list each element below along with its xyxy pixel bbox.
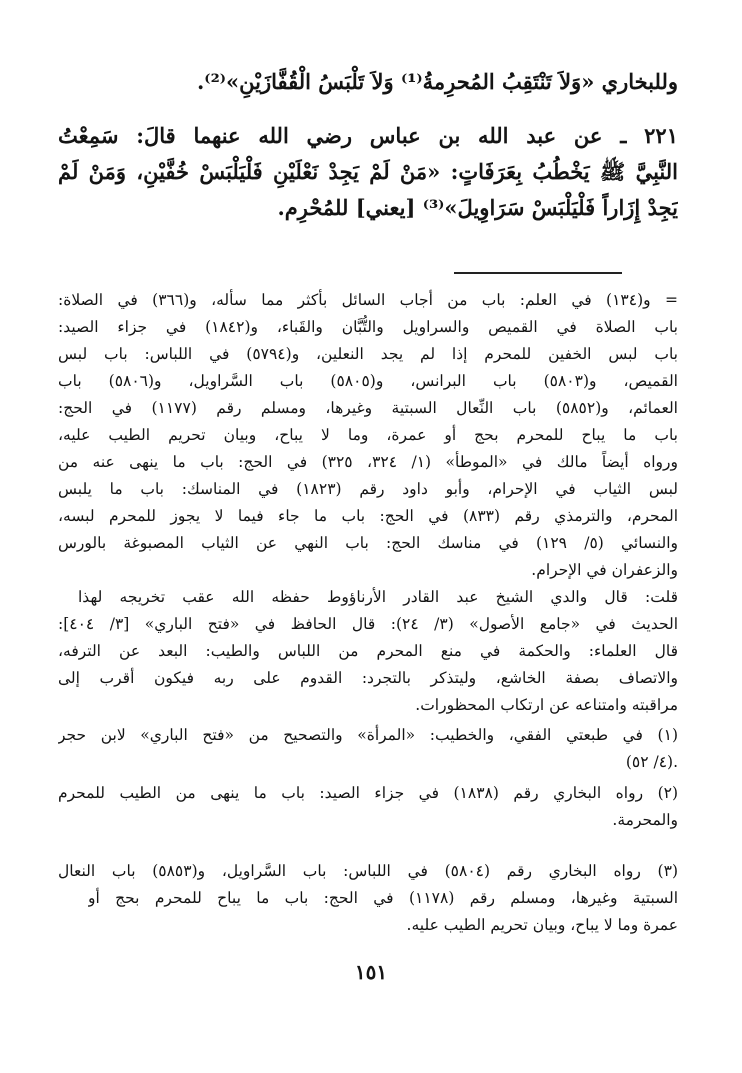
page (58, 0, 678, 1073)
note-line: مراقبته وامتناعه عن ارتكاب المحظورات. (415, 696, 678, 714)
footnote-line: والنسائي (٥/ ١٢٩) في مناسك الحج: باب النهي عن الثياب المصبوغة بالورس (58, 534, 678, 552)
note-line: والاتصاف بصفة الخاشع، وليتذكر بالتجرد: القدوم على ربه فيكون أقرب إلى (58, 669, 678, 687)
footnote-1: (١) في طبعتي الفقي، والخطيب: «المرأة» والتصحيح من «فتح الباري» لابن حجر (58, 726, 678, 744)
footnote-3: (٣) رواه البخاري رقم (٥٨٠٤) في اللباس: باب السَّراويل، و(٥٨٥٣) باب النعال (58, 862, 678, 880)
footnote-line: القميص، و(٥٨٠٣) باب البرانس، و(٥٨٠٥) باب السَّراويل، و(٥٨٠٦) باب (58, 372, 678, 390)
hadith-bukhari-line: وللبخاري «وَلاَ تَنْتَقِبُ المُحرِمةُ⁽¹⁾ وَلاَ تَلْبَسُ الْقُفَّازَيْنِ»⁽²⁾. (196, 69, 678, 94)
note-line: الحديث في «جامع الأصول» (٣/ ٢٤): قال الحافظ في «فتح الباري» [٣/ ٤٠٤]: (58, 615, 678, 633)
footnote-line: ورواه أيضاً مالك في «الموطأ» (١/ ٣٢٤، ٣٢٥) في الحج: باب ما ينهى عنه من (58, 453, 678, 471)
page-number: ١٥١ (354, 960, 388, 984)
footnote-2: (٢) رواه البخاري رقم (١٨٣٨) في جزاء الصيد: باب ما ينهى من الطيب للمحرم (58, 784, 678, 802)
footnote-line: العمائم، و(٥٨٥٢) باب النِّعال السبتية وغيرها، ومسلم رقم (١١٧٧) في الحج: (58, 399, 678, 417)
footnote-3-cont: عمرة وما لا يباح، وبيان تحريم الطيب عليه. (406, 916, 678, 934)
note-line: قال العلماء: والحكمة في منع المحرم من اللباس والطيب: البعد عن الترفه، (58, 642, 678, 660)
hadith-221-line-2: النَّبِيَّ ﷺ يَخْطُبُ بِعَرَفَاتٍ: «مَنْ لَمْ يَجِدْ نَعْلَيْنِ فَلْيَلْبَسْ خُفَّيْنِ، وَمَنْ لَمْ (58, 159, 678, 184)
note-line: قلت: قال والدي الشيخ عبد القادر الأرناؤوط حفظه الله عقب تخريجه لهذا (78, 588, 678, 606)
footnote-line: = و(١٣٤) في العلم: باب من أجاب السائل بأكثر مما سأله، و(٣٦٦) في الصلاة: (58, 291, 678, 309)
hadith-221-line-1: ٢٢١ ـ عن عبد الله بن عباس رضي الله عنهما قالَ: سَمِعْتُ (58, 123, 678, 148)
hadith-221-line-3: يَجِدْ إِزَاراً فَلْيَلْبَسْ سَرَاوِيلَ»⁽³⁾ [يعني] للمُحْرِم. (277, 195, 678, 220)
footnote-1-cont: (٤/ ٥٢). (625, 753, 678, 771)
footnote-line: باب لبس الخفين للمحرم إذا لم يجد النعلين، و(٥٧٩٤) في اللباس: باب لبس (58, 345, 678, 363)
footnote-line: باب الصلاة في القميص والسراويل والتُّبَّان والقَباء، و(١٨٤٢) في جزاء الصيد: (58, 318, 678, 336)
footnote-line: باب ما يباح للمحرم بحج أو عمرة، وما لا يباح، وبيان تحريم الطيب عليه، (58, 426, 678, 444)
footnote-separator (454, 272, 622, 274)
footnote-line: والزعفران في الإحرام. (531, 561, 678, 579)
footnote-3-cont: السبتية وغيرها، ومسلم رقم (١١٧٨) في الحج: باب ما يباح للمحرم بحج أو (88, 889, 678, 907)
footnote-line: المحرم، والترمذي رقم (٨٣٣) في الحج: باب ما جاء فيما لا يجوز للمحرم لبسه، (58, 507, 678, 525)
footnote-line: لبس الثياب في الإحرام، وأبو داود رقم (١٨٢٣) في المناسك: باب ما يلبس (58, 480, 678, 498)
footnote-2-cont: والمحرمة. (612, 811, 678, 829)
